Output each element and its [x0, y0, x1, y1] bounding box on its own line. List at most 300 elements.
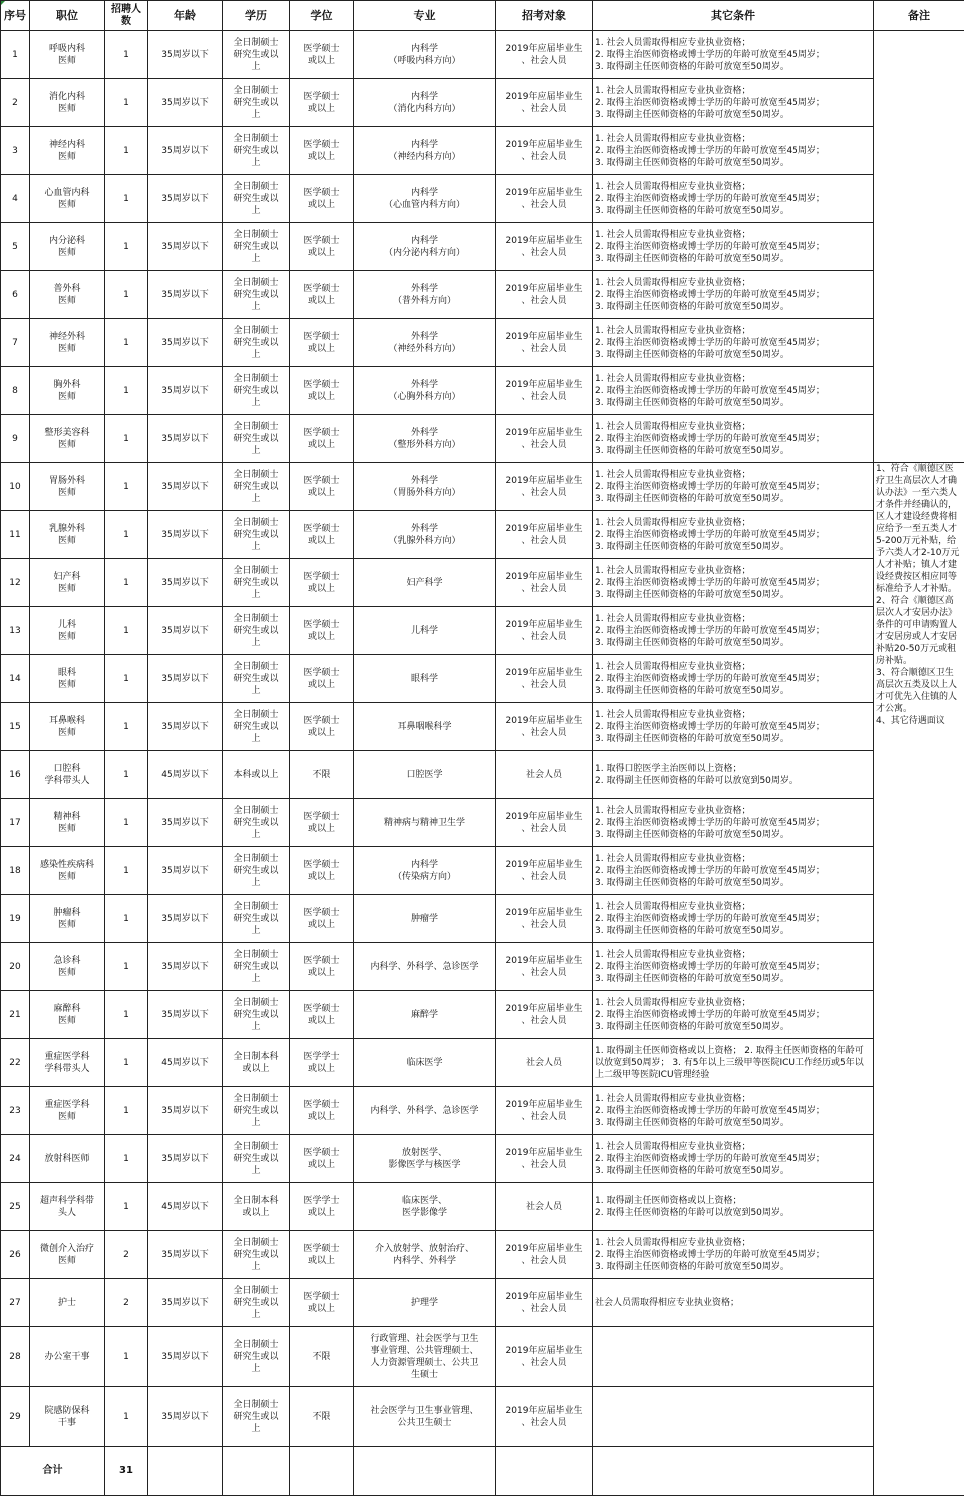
cell-major: 外科学 （神经外科方向）	[354, 319, 496, 367]
cell-age: 35周岁以下	[148, 127, 223, 175]
cell-education: 全日制硕士 研究生或以 上	[223, 415, 290, 463]
cell-major: 外科学 （整形外科方向）	[354, 415, 496, 463]
table-row	[1, 31, 964, 79]
cell-position: 眼科 医师	[30, 655, 105, 703]
cell-age: 35周岁以下	[148, 607, 223, 655]
cell-position: 耳鼻喉科 医师	[30, 703, 105, 751]
cell-degree: 医学硕士 或以上	[290, 463, 354, 511]
cell-count: 1	[105, 1087, 148, 1135]
cell-target: 2019年应届毕业生 、社会人员	[496, 1231, 593, 1279]
table-row	[1, 127, 964, 175]
cell-degree: 医学硕士 或以上	[290, 1231, 354, 1279]
cell-seq: 11	[1, 511, 30, 559]
cell-education: 全日制硕士 研究生或以 上	[223, 31, 290, 79]
cell-age: 35周岁以下	[148, 1231, 223, 1279]
cell-target: 2019年应届毕业生 、社会人员	[496, 943, 593, 991]
cell-conditions: 1. 社会人员需取得相应专业执业资格； 2. 取得主治医师资格或博士学历的年龄可放宽至45周岁； 3. 取得副主任医师资格的年龄可放宽至50周岁。	[593, 895, 874, 943]
cell-degree: 医学硕士 或以上	[290, 655, 354, 703]
cell-degree: 医学硕士 或以上	[290, 271, 354, 319]
cell-target: 2019年应届毕业生 、社会人员	[496, 31, 593, 79]
cell-degree: 医学硕士 或以上	[290, 703, 354, 751]
cell-degree: 医学硕士 或以上	[290, 31, 354, 79]
cell-age: 35周岁以下	[148, 1387, 223, 1447]
cell-age: 35周岁以下	[148, 31, 223, 79]
cell-position: 急诊科 医师	[30, 943, 105, 991]
cell-position: 超声科学科带 头人	[30, 1183, 105, 1231]
cell-conditions: 1. 社会人员需取得相应专业执业资格； 2. 取得主治医师资格或博士学历的年龄可放宽至45周岁； 3. 取得副主任医师资格的年龄可放宽至50周岁。	[593, 127, 874, 175]
cell-education: 全日制硕士 研究生或以 上	[223, 271, 290, 319]
table-row	[1, 1279, 964, 1327]
cell-degree: 医学硕士 或以上	[290, 991, 354, 1039]
cell-position: 重症医学科 医师	[30, 1087, 105, 1135]
header-conditions: 其它条件	[593, 1, 874, 31]
table-row	[1, 511, 964, 559]
cell-education: 全日制硕士 研究生或以 上	[223, 1231, 290, 1279]
cell-conditions: 1. 社会人员需取得相应专业执业资格； 2. 取得主治医师资格或博士学历的年龄可放宽至45周岁； 3. 取得副主任医师资格的年龄可放宽至50周岁。	[593, 367, 874, 415]
cell-remarks-top	[874, 31, 964, 463]
cell-count: 1	[105, 991, 148, 1039]
empty-cell	[496, 1447, 593, 1496]
empty-cell	[148, 1447, 223, 1496]
cell-count: 1	[105, 559, 148, 607]
cell-age: 35周岁以下	[148, 1327, 223, 1387]
cell-position: 神经外科 医师	[30, 319, 105, 367]
cell-age: 35周岁以下	[148, 991, 223, 1039]
cell-major: 儿科学	[354, 607, 496, 655]
table-row	[1, 79, 964, 127]
cell-target: 2019年应届毕业生 、社会人员	[496, 1387, 593, 1447]
table-row	[1, 1087, 964, 1135]
cell-conditions: 1. 社会人员需取得相应专业执业资格； 2. 取得主治医师资格或博士学历的年龄可放宽至45周岁； 3. 取得副主任医师资格的年龄可放宽至50周岁。	[593, 175, 874, 223]
cell-target: 2019年应届毕业生 、社会人员	[496, 991, 593, 1039]
cell-count: 1	[105, 79, 148, 127]
header-target: 招考对象	[496, 1, 593, 31]
cell-count: 1	[105, 943, 148, 991]
cell-position: 儿科 医师	[30, 607, 105, 655]
cell-education: 全日制硕士 研究生或以 上	[223, 655, 290, 703]
cell-age: 35周岁以下	[148, 223, 223, 271]
cell-age: 35周岁以下	[148, 703, 223, 751]
cell-age: 35周岁以下	[148, 1087, 223, 1135]
empty-cell	[290, 1447, 354, 1496]
cell-conditions: 1. 社会人员需取得相应专业执业资格； 2. 取得主治医师资格或博士学历的年龄可放宽至45周岁； 3. 取得副主任医师资格的年龄可放宽至50周岁。	[593, 991, 874, 1039]
cell-count: 1	[105, 127, 148, 175]
cell-position: 重症医学科 学科带头人	[30, 1039, 105, 1087]
total-label: 合计	[1, 1447, 105, 1496]
cell-position: 肿瘤科 医师	[30, 895, 105, 943]
cell-target: 2019年应届毕业生 、社会人员	[496, 1327, 593, 1387]
cell-major: 耳鼻咽喉科学	[354, 703, 496, 751]
cell-degree: 医学硕士 或以上	[290, 895, 354, 943]
cell-position: 普外科 医师	[30, 271, 105, 319]
table-row	[1, 319, 964, 367]
cell-target: 2019年应届毕业生 、社会人员	[496, 367, 593, 415]
cell-conditions: 1. 社会人员需取得相应专业执业资格； 2. 取得主治医师资格或博士学历的年龄可放宽至45周岁； 3. 取得副主任医师资格的年龄可放宽至50周岁。	[593, 31, 874, 79]
cell-target: 2019年应届毕业生 、社会人员	[496, 559, 593, 607]
cell-seq: 16	[1, 751, 30, 799]
cell-major: 内科学 （心血管内科方向）	[354, 175, 496, 223]
cell-major: 口腔医学	[354, 751, 496, 799]
cell-seq: 26	[1, 1231, 30, 1279]
cell-major: 临床医学	[354, 1039, 496, 1087]
cell-education: 本科或以上	[223, 751, 290, 799]
cell-seq: 2	[1, 79, 30, 127]
cell-age: 35周岁以下	[148, 367, 223, 415]
cell-degree: 不限	[290, 1327, 354, 1387]
empty-cell	[593, 1447, 874, 1496]
cell-count: 1	[105, 799, 148, 847]
cell-position: 麻醉科 医师	[30, 991, 105, 1039]
table-row	[1, 271, 964, 319]
table-row	[1, 1183, 964, 1231]
cell-age: 35周岁以下	[148, 655, 223, 703]
cell-position: 乳腺外科 医师	[30, 511, 105, 559]
cell-age: 35周岁以下	[148, 463, 223, 511]
cell-count: 1	[105, 271, 148, 319]
cell-major: 内科学 （神经内科方向）	[354, 127, 496, 175]
cell-education: 全日制硕士 研究生或以 上	[223, 1135, 290, 1183]
table-row	[1, 1135, 964, 1183]
cell-conditions: 1. 社会人员需取得相应专业执业资格； 2. 取得主治医师资格或博士学历的年龄可放宽至45周岁； 3. 取得副主任医师资格的年龄可放宽至50周岁。	[593, 1135, 874, 1183]
cell-conditions: 1. 社会人员需取得相应专业执业资格； 2. 取得主治医师资格或博士学历的年龄可放宽至45周岁； 3. 取得副主任医师资格的年龄可放宽至50周岁。	[593, 271, 874, 319]
cell-degree: 医学硕士 或以上	[290, 79, 354, 127]
cell-conditions: 1. 社会人员需取得相应专业执业资格； 2. 取得主治医师资格或博士学历的年龄可放宽至45周岁； 3. 取得副主任医师资格的年龄可放宽至50周岁。	[593, 1087, 874, 1135]
cell-education: 全日制硕士 研究生或以 上	[223, 895, 290, 943]
cell-major: 内科学、外科学、急诊医学	[354, 943, 496, 991]
cell-seq: 23	[1, 1087, 30, 1135]
cell-position: 心血管内科 医师	[30, 175, 105, 223]
cell-degree: 医学硕士 或以上	[290, 175, 354, 223]
cell-count: 1	[105, 1039, 148, 1087]
cell-target: 2019年应届毕业生 、社会人员	[496, 703, 593, 751]
cell-education: 全日制硕士 研究生或以 上	[223, 511, 290, 559]
cell-conditions: 1. 社会人员需取得相应专业执业资格； 2. 取得主治医师资格或博士学历的年龄可放宽至45周岁； 3. 取得副主任医师资格的年龄可放宽至50周岁。	[593, 607, 874, 655]
cell-target: 2019年应届毕业生 、社会人员	[496, 511, 593, 559]
cell-age: 35周岁以下	[148, 79, 223, 127]
cell-count: 1	[105, 1135, 148, 1183]
header-row	[1, 1, 964, 31]
cell-education: 全日制硕士 研究生或以 上	[223, 847, 290, 895]
table-row	[1, 895, 964, 943]
cell-seq: 12	[1, 559, 30, 607]
cell-position: 呼吸内科 医师	[30, 31, 105, 79]
cell-degree: 医学硕士 或以上	[290, 367, 354, 415]
cell-degree: 医学硕士 或以上	[290, 847, 354, 895]
cell-degree: 医学硕士 或以上	[290, 943, 354, 991]
cell-education: 全日制硕士 研究生或以 上	[223, 991, 290, 1039]
table-row	[1, 463, 964, 511]
cell-position: 院感防保科 干事	[30, 1387, 105, 1447]
cell-conditions: 1. 社会人员需取得相应专业执业资格； 2. 取得主治医师资格或博士学历的年龄可放宽至45周岁； 3. 取得副主任医师资格的年龄可放宽至50周岁。	[593, 847, 874, 895]
cell-seq: 14	[1, 655, 30, 703]
cell-major: 麻醉学	[354, 991, 496, 1039]
empty-cell	[354, 1447, 496, 1496]
cell-position: 胸外科 医师	[30, 367, 105, 415]
cell-target: 2019年应届毕业生 、社会人员	[496, 1279, 593, 1327]
cell-conditions: 1. 取得副主任医师资格或以上资格； 2. 取得主任医师资格的年龄可以放宽到50周岁。	[593, 1183, 874, 1231]
cell-conditions: 1. 社会人员需取得相应专业执业资格； 2. 取得主治医师资格或博士学历的年龄可放宽至45周岁； 3. 取得副主任医师资格的年龄可放宽至50周岁。	[593, 511, 874, 559]
cell-age: 35周岁以下	[148, 847, 223, 895]
cell-count: 1	[105, 175, 148, 223]
cell-seq: 9	[1, 415, 30, 463]
cell-degree: 不限	[290, 1387, 354, 1447]
cell-degree: 医学硕士 或以上	[290, 223, 354, 271]
cell-major: 外科学 （乳腺外科方向）	[354, 511, 496, 559]
cell-position: 护士	[30, 1279, 105, 1327]
cell-count: 1	[105, 751, 148, 799]
cell-target: 2019年应届毕业生 、社会人员	[496, 415, 593, 463]
cell-degree: 医学硕士 或以上	[290, 1279, 354, 1327]
cell-degree: 医学硕士 或以上	[290, 607, 354, 655]
cell-position: 神经内科 医师	[30, 127, 105, 175]
cell-education: 全日制本科 或以上	[223, 1183, 290, 1231]
cell-seq: 22	[1, 1039, 30, 1087]
header-seq: 序号	[1, 1, 30, 31]
cell-seq: 4	[1, 175, 30, 223]
cell-conditions: 1. 社会人员需取得相应专业执业资格； 2. 取得主治医师资格或博士学历的年龄可放宽至45周岁； 3. 取得副主任医师资格的年龄可放宽至50周岁。	[593, 655, 874, 703]
cell-count: 1	[105, 31, 148, 79]
cell-major: 妇产科学	[354, 559, 496, 607]
cell-seq: 7	[1, 319, 30, 367]
cell-age: 45周岁以下	[148, 751, 223, 799]
cell-count: 1	[105, 655, 148, 703]
header-count: 招聘人数	[105, 1, 148, 31]
cell-age: 45周岁以下	[148, 1039, 223, 1087]
cell-degree: 医学硕士 或以上	[290, 559, 354, 607]
cell-seq: 20	[1, 943, 30, 991]
cell-major: 行政管理、社会医学与卫生 事业管理、公共管理硕士、 人力资源管理硕士、公共卫 生硕士	[354, 1327, 496, 1387]
cell-target: 2019年应届毕业生 、社会人员	[496, 223, 593, 271]
table-row	[1, 943, 964, 991]
cell-count: 1	[105, 463, 148, 511]
cell-major: 社会医学与卫生事业管理、 公共卫生硕士	[354, 1387, 496, 1447]
table-row	[1, 799, 964, 847]
cell-seq: 21	[1, 991, 30, 1039]
cell-count: 1	[105, 511, 148, 559]
cell-major: 外科学 （普外科方向）	[354, 271, 496, 319]
cell-major: 内科学、外科学、急诊医学	[354, 1087, 496, 1135]
cell-target: 2019年应届毕业生 、社会人员	[496, 463, 593, 511]
cell-education: 全日制本科 或以上	[223, 1039, 290, 1087]
cell-count: 1	[105, 1327, 148, 1387]
cell-target: 2019年应届毕业生 、社会人员	[496, 79, 593, 127]
table-row	[1, 703, 964, 751]
cell-major: 肿瘤学	[354, 895, 496, 943]
cell-position: 内分泌科 医师	[30, 223, 105, 271]
cell-degree: 医学学士 或以上	[290, 1039, 354, 1087]
cell-seq: 24	[1, 1135, 30, 1183]
cell-position: 妇产科 医师	[30, 559, 105, 607]
cell-conditions: 1. 社会人员需取得相应专业执业资格； 2. 取得主治医师资格或博士学历的年龄可放宽至45周岁； 3. 取得副主任医师资格的年龄可放宽至50周岁。	[593, 943, 874, 991]
cell-conditions: 1. 社会人员需取得相应专业执业资格； 2. 取得主治医师资格或博士学历的年龄可放宽至45周岁； 3. 取得副主任医师资格的年龄可放宽至50周岁。	[593, 463, 874, 511]
cell-count: 1	[105, 847, 148, 895]
table-row	[1, 1387, 964, 1447]
header-remarks: 备注	[874, 1, 964, 31]
cell-major: 外科学 （胃肠外科方向）	[354, 463, 496, 511]
cell-major: 内科学 （呼吸内科方向）	[354, 31, 496, 79]
cell-conditions: 1. 取得副主任医师资格或以上资格； 2. 取得主任医师资格的年龄可以放宽到50周岁； 3. 有5年以上三级甲等医院ICU工作经历或5年以上二级甲等医院ICU管理经验	[593, 1039, 874, 1087]
cell-degree: 医学硕士 或以上	[290, 415, 354, 463]
table-row	[1, 655, 964, 703]
total-count: 31	[105, 1447, 148, 1496]
header-degree: 学位	[290, 1, 354, 31]
header-position: 职位	[30, 1, 105, 31]
cell-seq: 13	[1, 607, 30, 655]
cell-count: 1	[105, 367, 148, 415]
cell-count: 1	[105, 895, 148, 943]
cell-degree: 医学硕士 或以上	[290, 511, 354, 559]
table-row	[1, 1039, 964, 1087]
cell-position: 整形美容科 医师	[30, 415, 105, 463]
cell-degree: 医学学士 或以上	[290, 1183, 354, 1231]
cell-count: 2	[105, 1279, 148, 1327]
cell-conditions: 1. 社会人员需取得相应专业执业资格； 2. 取得主治医师资格或博士学历的年龄可放宽至45周岁； 3. 取得副主任医师资格的年龄可放宽至50周岁。	[593, 319, 874, 367]
cell-target: 2019年应届毕业生 、社会人员	[496, 1087, 593, 1135]
table-row	[1, 367, 964, 415]
cell-position: 消化内科 医师	[30, 79, 105, 127]
cell-conditions: 1. 社会人员需取得相应专业执业资格； 2. 取得主治医师资格或博士学历的年龄可放宽至45周岁； 3. 取得副主任医师资格的年龄可放宽至50周岁。	[593, 1231, 874, 1279]
cell-age: 35周岁以下	[148, 1135, 223, 1183]
cell-degree: 医学硕士 或以上	[290, 799, 354, 847]
cell-major: 内科学 （传染病方向）	[354, 847, 496, 895]
cell-count: 1	[105, 1183, 148, 1231]
cell-target: 2019年应届毕业生 、社会人员	[496, 799, 593, 847]
header-education: 学历	[223, 1, 290, 31]
header-major: 专业	[354, 1, 496, 31]
cell-conditions: 1. 取得口腔医学主治医师以上资格； 2. 取得副主任医师资格的年龄可以放宽到50周岁。	[593, 751, 874, 799]
cell-conditions: 1. 社会人员需取得相应专业执业资格； 2. 取得主治医师资格或博士学历的年龄可放宽至45周岁； 3. 取得副主任医师资格的年龄可放宽至50周岁。	[593, 415, 874, 463]
cell-education: 全日制硕士 研究生或以 上	[223, 367, 290, 415]
cell-degree: 医学硕士 或以上	[290, 127, 354, 175]
table-row	[1, 991, 964, 1039]
cell-conditions: 1. 社会人员需取得相应专业执业资格； 2. 取得主治医师资格或博士学历的年龄可放宽至45周岁； 3. 取得副主任医师资格的年龄可放宽至50周岁。	[593, 799, 874, 847]
cell-education: 全日制硕士 研究生或以 上	[223, 559, 290, 607]
cell-conditions: 社会人员需取得相应专业执业资格；	[593, 1279, 874, 1327]
cell-education: 全日制硕士 研究生或以 上	[223, 127, 290, 175]
table-row	[1, 1231, 964, 1279]
cell-position: 微创介入治疗 医师	[30, 1231, 105, 1279]
cell-conditions: 1. 社会人员需取得相应专业执业资格； 2. 取得主治医师资格或博士学历的年龄可放宽至45周岁； 3. 取得副主任医师资格的年龄可放宽至50周岁。	[593, 79, 874, 127]
cell-seq: 10	[1, 463, 30, 511]
cell-degree: 医学硕士 或以上	[290, 1087, 354, 1135]
cell-target: 2019年应届毕业生 、社会人员	[496, 175, 593, 223]
cell-age: 35周岁以下	[148, 271, 223, 319]
cell-education: 全日制硕士 研究生或以 上	[223, 607, 290, 655]
cell-age: 35周岁以下	[148, 415, 223, 463]
cell-seq: 1	[1, 31, 30, 79]
table-row	[1, 751, 964, 799]
cell-seq: 19	[1, 895, 30, 943]
cell-education: 全日制硕士 研究生或以 上	[223, 799, 290, 847]
cell-age: 35周岁以下	[148, 319, 223, 367]
table-row	[1, 847, 964, 895]
cell-education: 全日制硕士 研究生或以 上	[223, 943, 290, 991]
cell-target: 2019年应届毕业生 、社会人员	[496, 607, 593, 655]
cell-target: 2019年应届毕业生 、社会人员	[496, 1135, 593, 1183]
cell-position: 办公室干事	[30, 1327, 105, 1387]
cell-major: 内科学 （消化内科方向）	[354, 79, 496, 127]
cell-major: 放射医学、 影像医学与核医学	[354, 1135, 496, 1183]
cell-education: 全日制硕士 研究生或以 上	[223, 1327, 290, 1387]
cell-conditions: 1. 社会人员需取得相应专业执业资格； 2. 取得主治医师资格或博士学历的年龄可放宽至45周岁； 3. 取得副主任医师资格的年龄可放宽至50周岁。	[593, 223, 874, 271]
cell-conditions: 1. 社会人员需取得相应专业执业资格； 2. 取得主治医师资格或博士学历的年龄可放宽至45周岁； 3. 取得副主任医师资格的年龄可放宽至50周岁。	[593, 559, 874, 607]
cell-education: 全日制硕士 研究生或以 上	[223, 223, 290, 271]
cell-target: 社会人员	[496, 1039, 593, 1087]
cell-position: 胃肠外科 医师	[30, 463, 105, 511]
cell-count: 1	[105, 703, 148, 751]
cell-major: 外科学 （心胸外科方向）	[354, 367, 496, 415]
cell-degree: 医学硕士 或以上	[290, 319, 354, 367]
cell-position: 精神科 医师	[30, 799, 105, 847]
cell-education: 全日制硕士 研究生或以 上	[223, 175, 290, 223]
cell-age: 35周岁以下	[148, 511, 223, 559]
table-row	[1, 607, 964, 655]
cell-age: 35周岁以下	[148, 943, 223, 991]
cell-count: 2	[105, 1231, 148, 1279]
table-row	[1, 1327, 964, 1387]
cell-seq: 5	[1, 223, 30, 271]
cell-target: 社会人员	[496, 1183, 593, 1231]
cell-target: 2019年应届毕业生 、社会人员	[496, 319, 593, 367]
empty-cell	[223, 1447, 290, 1496]
cell-position: 放射科医师	[30, 1135, 105, 1183]
cell-education: 全日制硕士 研究生或以 上	[223, 1087, 290, 1135]
cell-seq: 18	[1, 847, 30, 895]
remarks-cell: 1、符合《顺德区医疗卫生高层次人才确认办法》一至六类人才条件并经确认的，区人才建设经费将相应给予一至五类人才5-200万元补贴，给予六类人才2-10万元人才补贴；镇人才建设经费按区相应同等标准给予人才补贴。 2、符合《顺德区高层次人才安居办法》条件的可申请购置人才安居房或人才安居补贴20-50万元或租房补贴。 3、符合顺德区卫生高层次五类及以上人才可优先入住镇的人才公寓。 4、其它待遇面议	[874, 463, 964, 1496]
cell-education: 全日制硕士 研究生或以 上	[223, 1279, 290, 1327]
cell-seq: 28	[1, 1327, 30, 1387]
cell-seq: 17	[1, 799, 30, 847]
cell-seq: 25	[1, 1183, 30, 1231]
cell-target: 2019年应届毕业生 、社会人员	[496, 847, 593, 895]
cell-conditions	[593, 1387, 874, 1447]
cell-seq: 15	[1, 703, 30, 751]
table-row	[1, 223, 964, 271]
cell-major: 介入放射学、放射治疗、 内科学、外科学	[354, 1231, 496, 1279]
cell-count: 1	[105, 415, 148, 463]
total-row	[1, 1447, 964, 1496]
table-row	[1, 559, 964, 607]
cell-seq: 6	[1, 271, 30, 319]
cell-count: 1	[105, 319, 148, 367]
table-row	[1, 175, 964, 223]
cell-major: 精神病与精神卫生学	[354, 799, 496, 847]
cell-target: 社会人员	[496, 751, 593, 799]
cell-major: 护理学	[354, 1279, 496, 1327]
cell-age: 35周岁以下	[148, 175, 223, 223]
cell-age: 35周岁以下	[148, 559, 223, 607]
cell-target: 2019年应届毕业生 、社会人员	[496, 271, 593, 319]
cell-seq: 29	[1, 1387, 30, 1447]
cell-degree: 医学硕士 或以上	[290, 1135, 354, 1183]
cell-major: 眼科学	[354, 655, 496, 703]
cell-age: 35周岁以下	[148, 799, 223, 847]
cell-target: 2019年应届毕业生 、社会人员	[496, 655, 593, 703]
cell-count: 1	[105, 223, 148, 271]
cell-target: 2019年应届毕业生 、社会人员	[496, 895, 593, 943]
cell-seq: 8	[1, 367, 30, 415]
cell-position: 感染性疾病科 医师	[30, 847, 105, 895]
cell-target: 2019年应届毕业生 、社会人员	[496, 127, 593, 175]
cell-education: 全日制硕士 研究生或以 上	[223, 1387, 290, 1447]
cell-age: 45周岁以下	[148, 1183, 223, 1231]
header-age: 年龄	[148, 1, 223, 31]
cell-conditions: 1. 社会人员需取得相应专业执业资格； 2. 取得主治医师资格或博士学历的年龄可放宽至45周岁； 3. 取得副主任医师资格的年龄可放宽至50周岁。	[593, 703, 874, 751]
cell-count: 1	[105, 1387, 148, 1447]
cell-education: 全日制硕士 研究生或以 上	[223, 79, 290, 127]
cell-count: 1	[105, 607, 148, 655]
cell-position: 口腔科 学科带头人	[30, 751, 105, 799]
